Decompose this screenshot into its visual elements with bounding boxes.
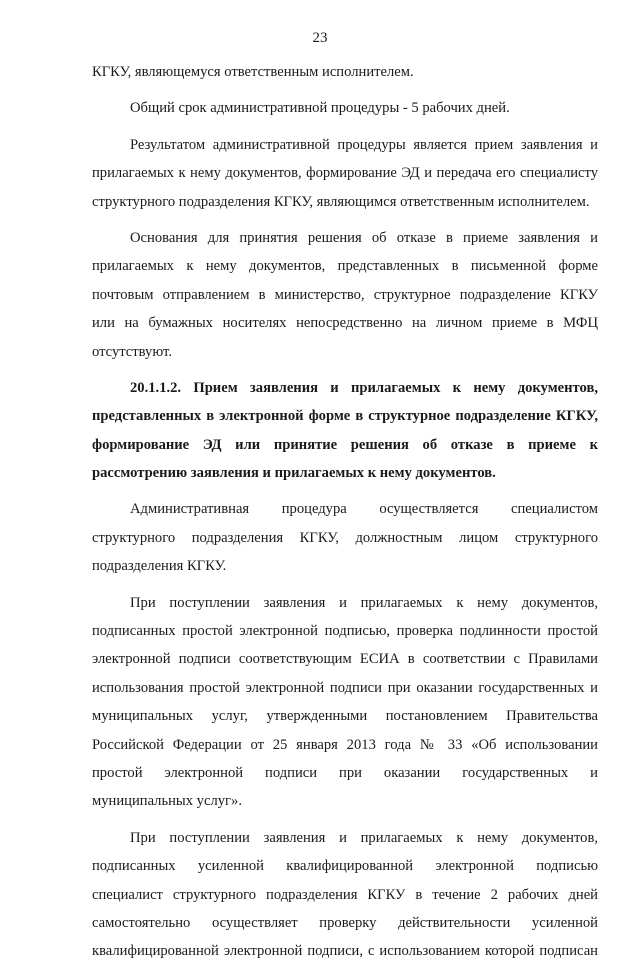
text-line: рассмотрению заявления и прилагаемых к нему документов. [92,465,496,482]
paragraph-gap [92,581,598,589]
text-line: подразделения КГКУ. [92,558,227,575]
text-line: использования простой электронной подписи при оказании государственных и [92,679,598,696]
text-line: 20.1.1.2. Прием заявления и прилагаемых к нему документов, [130,379,598,396]
paragraph-gap [92,123,598,131]
text-line: квалифицированной электронной подписи, с использованием которой подписан [92,943,598,960]
text-line: Общий срок административной процедуры - 5 рабочих дней. [130,100,510,117]
paragraph-gap [92,86,598,94]
text-line: подписанных простой электронной подписью, проверка подлинности простой [92,623,598,640]
text-line: муниципальных услуг». [92,793,242,810]
text-line: простой электронной подписи при оказании государственных и [92,764,598,781]
page-number: 23 [312,30,328,46]
paragraph-gap [92,816,598,824]
text-line: прилагаемых к нему документов, формирование ЭД и передача его специалисту [92,165,598,182]
text-line: отсутствуют. [92,343,172,360]
text-line: специалист структурного подразделения КГКУ в течение 2 рабочих дней [92,886,598,903]
text-line: прилагаемых к нему документов, представленных в письменной форме [92,258,598,275]
text-line: Административная процедура осуществляется специалистом [130,501,598,518]
text-line: Российской Федерации от 25 января 2013 года № 33 «Об использовании [92,736,598,753]
text-line: почтовым отправлением в министерство, структурное подразделение КГКУ [92,286,598,303]
text-line: формирование ЭД или принятие решения об отказе в приеме к [92,436,598,453]
text-line: При поступлении заявления и прилагаемых к нему документов, [130,594,598,611]
text-line: КГКУ, являющемуся ответственным исполнителем. [92,64,414,80]
text-line: представленных в электронной форме в структурное подразделение КГКУ, [92,408,598,425]
text-line: самостоятельно осуществляет проверку действительности усиленной [92,914,598,931]
text-line: структурного подразделения КГКУ, являющимся ответственным исполнителем. [92,193,590,210]
paragraph-gap [92,366,598,374]
text-line: электронной подписи соответствующим ЕСИА в соответствии с Правилами [92,651,598,668]
text-line: При поступлении заявления и прилагаемых к нему документов, [130,829,598,846]
text-line: Основания для принятия решения об отказе в приеме заявления и [130,229,598,246]
text-line: муниципальных услуг, утвержденными постановлением Правительства [92,708,598,725]
text-line: подписанных усиленной квалифицированной электронной подписью [92,858,598,875]
text-line: или на бумажных носителях непосредственно на личном приеме в МФЦ [92,315,598,332]
paragraph-gap [92,487,598,495]
paragraph-gap [92,216,598,224]
text-line: структурного подразделения КГКУ, должностным лицом структурного [92,529,598,546]
body-text [92,58,598,966]
text-line: Результатом административной процедуры является прием заявления и [130,136,598,153]
